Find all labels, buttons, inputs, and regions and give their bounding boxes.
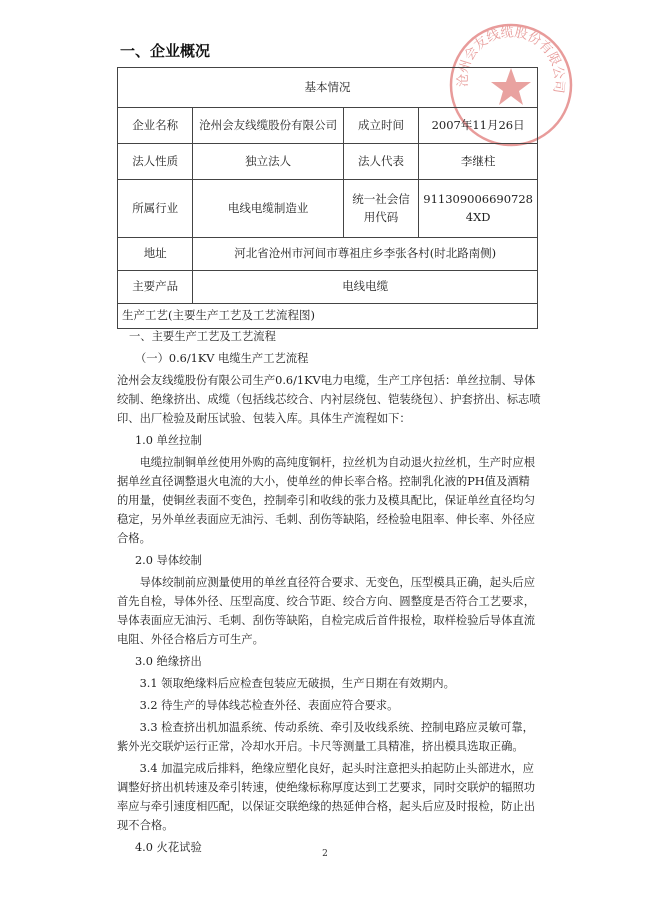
step-paragraph: 电缆拉制铜单丝使用外购的高纯度铜杆，拉丝机为自动退火拉丝机，生产时应根据单丝直径调整退火电流的大小，使单丝的伸长率合格。控制乳化液的PH值及酒精的用量，使铜丝表面不变色，控制牵引和收线的张力及模具配比，保证单丝直径均匀稳定，另外单丝表面应无油污、毛刺、刮伤等缺陷，经检验电阻率、伸长率、外径应合格。 (117, 456, 535, 545)
body-heading: 一、主要生产工艺及工艺流程 (129, 330, 276, 343)
step-paragraph: 3.1 领取绝缘料后应检查包装应无破损，生产日期在有效期内。 (139, 677, 455, 690)
svg-text:沧州会友线缆股份有限公司: 沧州会友线缆股份有限公司 (455, 25, 567, 95)
step-title: 1.0 单丝拉制 (135, 434, 202, 447)
table-row: 生产工艺(主要生产工艺及工艺流程图) (118, 304, 538, 329)
section-title: 一、企业概况 (120, 42, 211, 60)
table-header: 基本情况 (118, 68, 538, 108)
table-row: 所属行业 电线电缆制造业 统一社会信用代码 911309006690728​4XD (118, 180, 538, 238)
step-paragraph: 3.2 待生产的导体线芯检查外径、表面应符合要求。 (139, 699, 399, 712)
step-title: 4.0 火花试验 (135, 841, 202, 854)
process-description (117, 327, 541, 857)
step-title: 2.0 导体绞制 (135, 554, 202, 567)
step-title: 3.0 绝缘挤出 (135, 655, 202, 668)
page-number: 2 (322, 849, 328, 859)
table-row: 企业名称 沧州会友线缆股份有限公司 成立时间 2007年11月26日 (118, 108, 538, 144)
table-row: 地址 河北省沧州市河间市尊祖庄乡李张各村(时北路南侧) (118, 238, 538, 271)
table-row: 法人性质 独立法人 法人代表 李继柱 (118, 144, 538, 180)
basic-info-table (117, 67, 538, 329)
step-paragraph: 3.3 检查挤出机加温系统、传动系统、牵引及收线系统、控制电路应灵敏可靠，紫外光交联炉运行正常，冷却水开启。卡尺等测量工具精准，挤出模具选取正确。 (117, 721, 534, 753)
step-paragraph: 3.4 加温完成后排料，绝缘应塑化良好，起头时注意把头拍起防止头部进水，应调整好挤出机转速及牵引转速，使绝缘标称厚度达到工艺要求，同时交联炉的辐照功率应与牵引速度相匹配，以保证交联绝缘的热延伸合格，起头后应及时报检，防止出现不合格。 (117, 762, 535, 832)
step-paragraph: 导体绞制前应测量使用的单丝直径符合要求、无变色，压型模具正确，起头后应首先自检，导体外径、压型高度、绞合节距、绞合方向、圆整度是否符合工艺要求，导体表面应无油污、毛刺、刮伤等缺陷，自检完成后首件报检，取样检验后导体直流电阻、外径合格后方可生产。 (117, 576, 535, 646)
sub-heading: （一）0.6/1KV 电缆生产工艺流程 (135, 352, 309, 365)
intro-paragraph: 沧州会友线缆股份有限公司生产0.6/1KV电力电缆，生产工序包括：单丝拉制、导体绞制、绝缘挤出、成缆（包括线芯绞合、内衬层绕包、铠装绕包）、护套挤出、标志喷印、出厂检验及耐压试验、包装入库。具体生产流程如下： (117, 374, 541, 425)
table-row: 主要产品 电线电缆 (118, 271, 538, 304)
